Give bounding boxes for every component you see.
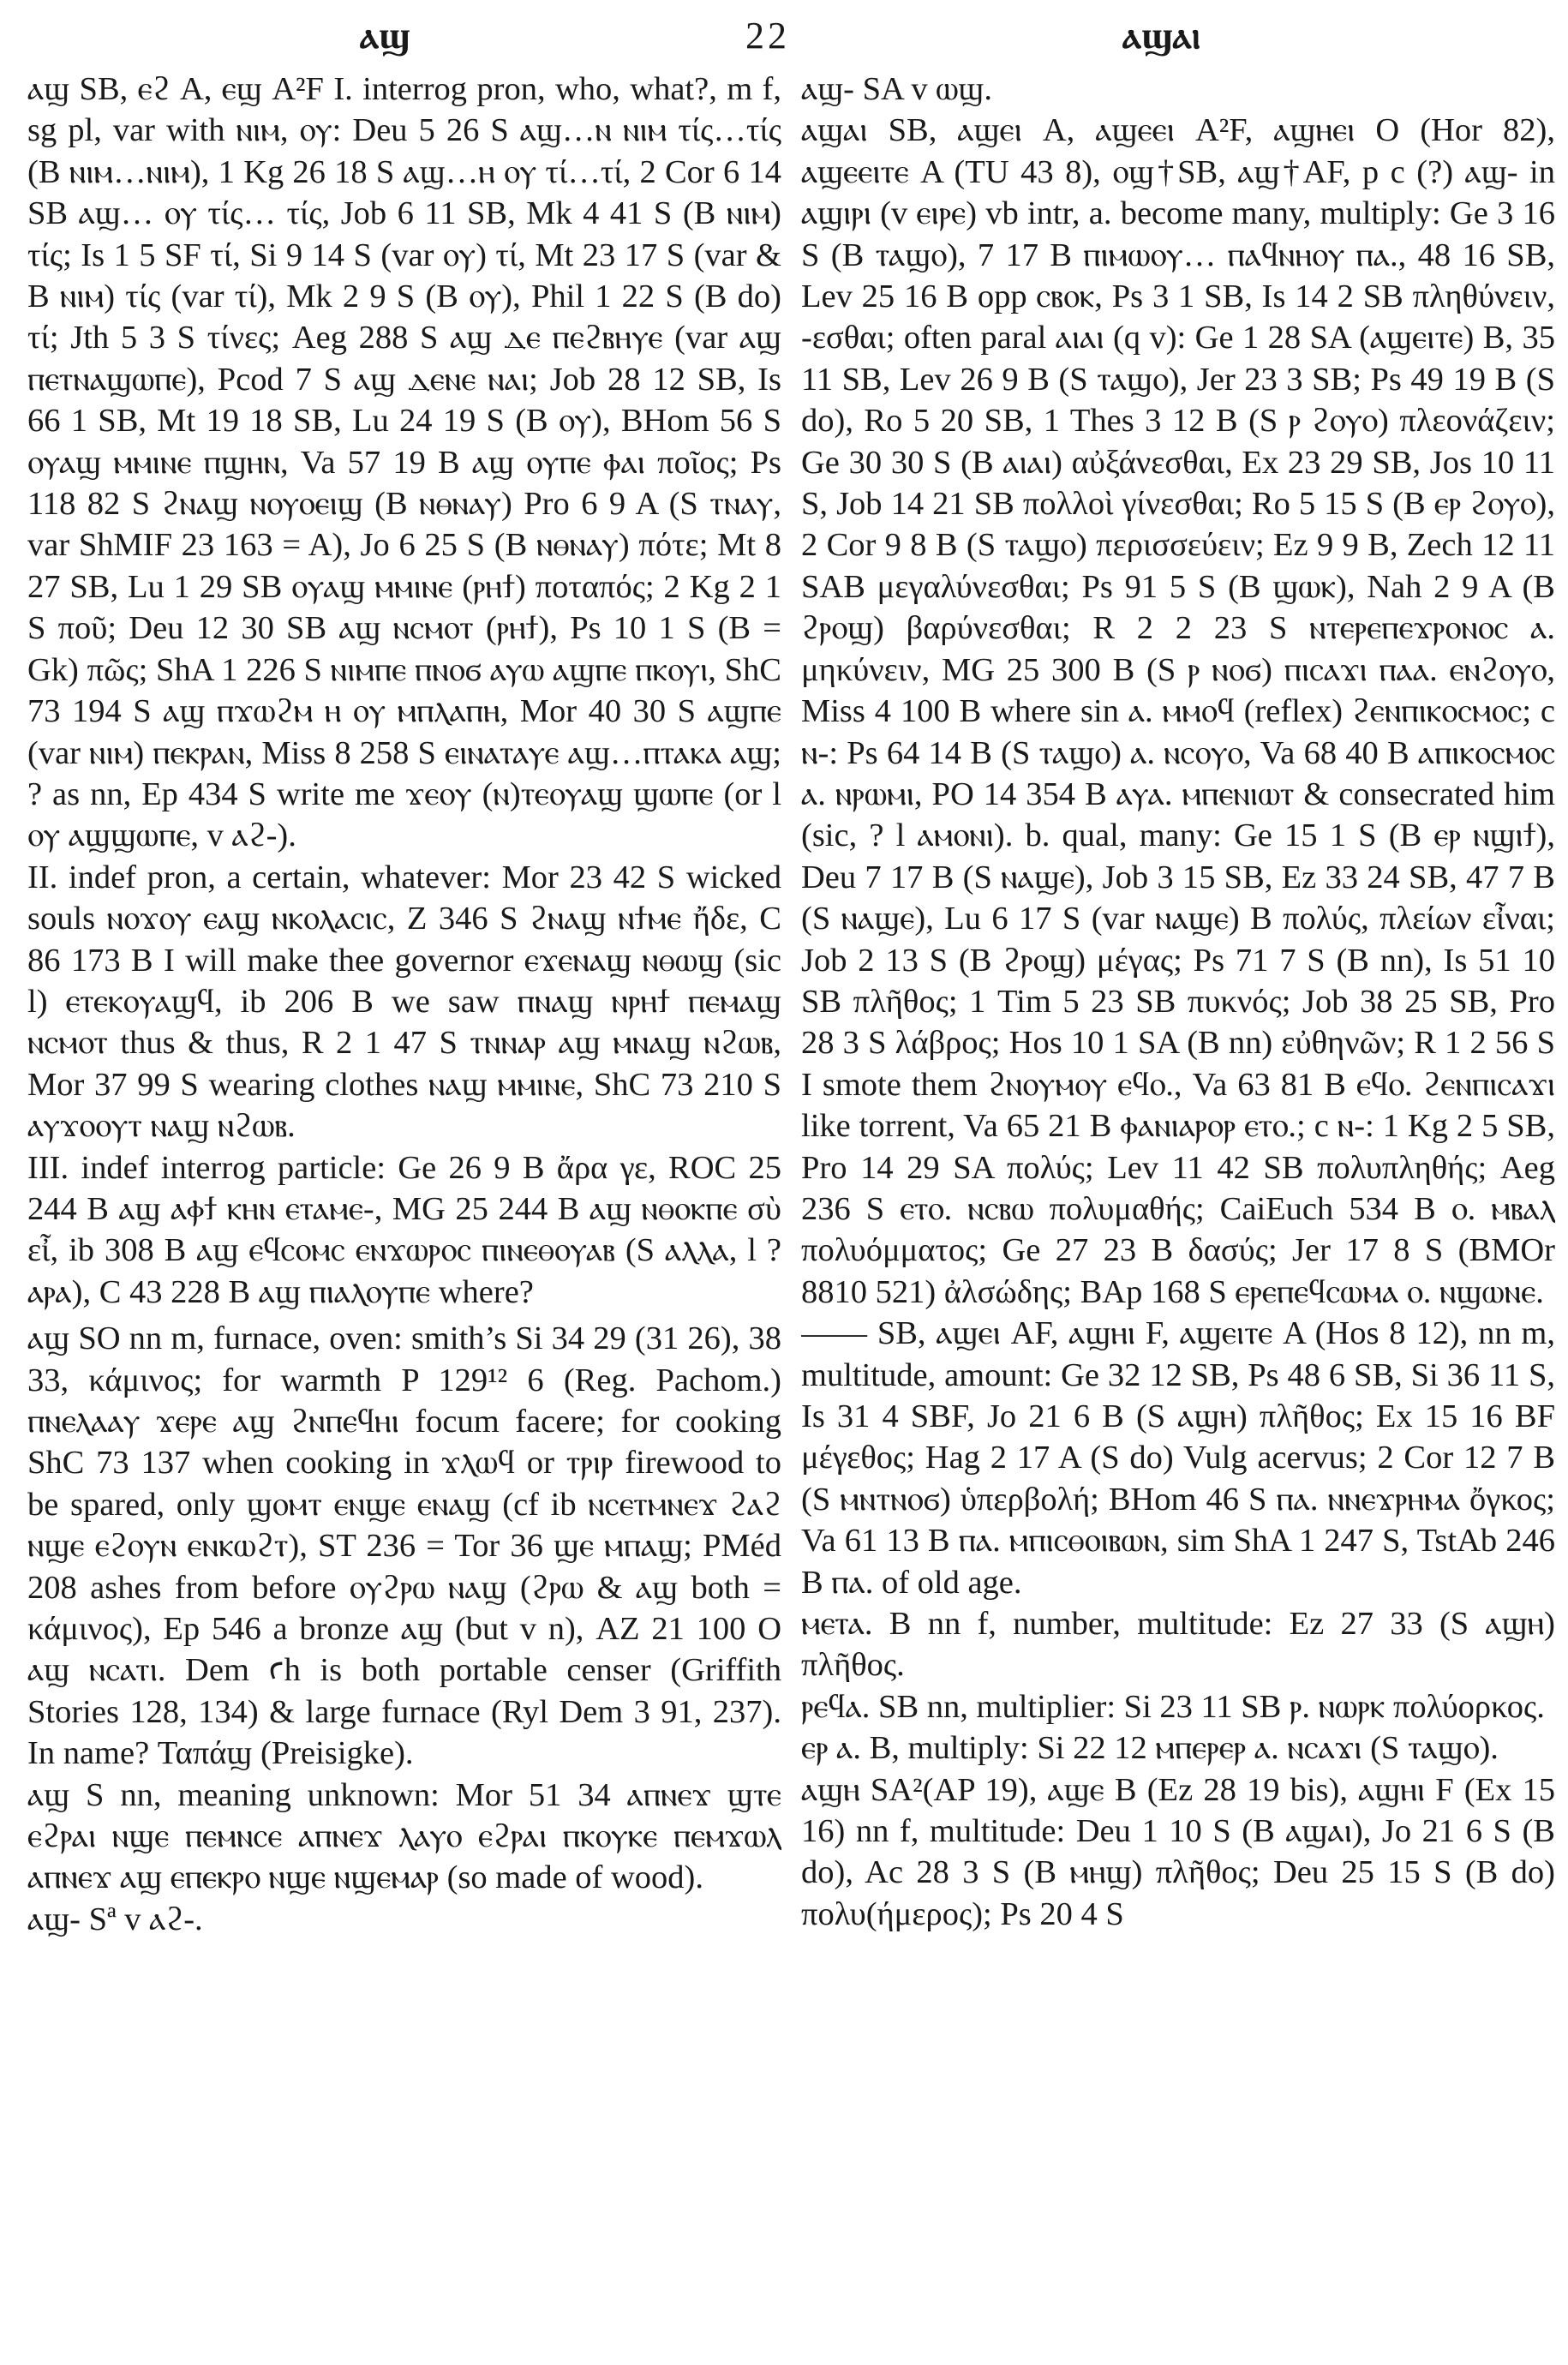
entry-refa: ⲣⲉϥⲁ. SB nn, multiplier: Si 23 11 SB ⲣ. ⲛⲱⲣⲕ πολύορκος. (801, 1688, 1545, 1725)
header-right-headword: ⲁϣⲁⲓ (1122, 15, 1201, 57)
entry-ash-unknown: ⲁϣ S nn, meaning unknown: Mor 51 34 ⲁⲡⲛⲉϫ ϣⲧⲉ ⲉϩⲣⲁⲓ ⲛϣⲉ ⲡⲉⲙⲛⲥⲉ ⲁⲡⲛⲉϫ ⲗⲁⲩⲟ ⲉϩⲣⲁⲓ ⲡⲕⲟⲩⲕⲉ ⲡⲉⲙϫⲱⲗ ⲁⲡⲛⲉϫ ⲁϣ ⲉⲡⲉⲕⲣⲟ ⲛϣⲉ ⲛϣⲉⲙⲁⲣ (so made of wood). (27, 1776, 781, 1896)
entry-ash-furnace: ⲁϣ SO nn m, furnace, oven: smith’s Si 34 29 (31 26), 38 33, κάμινος; for warmth P 129¹² 6 (Reg. Pachom.) ⲡⲛⲉⲗⲁⲁⲩ ϫⲉⲣⲉ ⲁϣ ϩⲛⲡⲉϥⲏⲓ focum facere; for cooking ShC 73 137 when cooking in ϫⲗⲱϥ or ⲧⲣⲓⲣ firewood to be spared, only ϣⲟⲙⲧ ⲉⲛϣⲉ ⲉⲛⲁϣ (cf ib ⲛⲥⲉⲧⲙⲛⲉϫ ϩⲁϩ ⲛϣⲉ ⲉϩⲟⲩⲛ ⲉⲛⲕⲱϩⲧ), ST 236 = Tor 36 ϣⲉ ⲙⲡⲁϣ; PMéd 208 ashes from before ⲟⲩϩⲣⲱ ⲛⲁϣ (ϩⲣⲱ & ⲁϣ both = κάμινος), Ep 546 a bronze ⲁϣ (but v n), AZ 21 100 O ⲁϣ ⲛⲥⲁⲧⲓ. Dem ꜥh is both portable censer (Griffith Stories 128, 134) & large furnace (Ryl Dem 3 91, 237). In name? Ταπάϣ (Preisigke). (27, 1320, 781, 1772)
right-column (801, 69, 1555, 2348)
entry-ash-indefinite: II. indef pron, a certain, whatever: Mor 23 42 S wicked souls ⲛⲟϫⲟⲩ ⲉⲁϣ ⲛⲕⲟⲗⲁⲥⲓⲥ, Z 346 S ϩⲛⲁϣ ⲛϯⲙⲉ ἤδε, C 86 173 B I will make thee governor ⲉϫⲉⲛⲁϣ ⲛⲑⲱϣ (sic l) ⲉⲧⲉⲕⲟⲩⲁϣϥ, ib 206 B we saw ⲡⲛⲁϣ ⲛⲣⲏϯ ⲡⲉⲙⲁϣ ⲛⲥⲙⲟⲧ thus & thus, R 2 1 47 S ⲧⲛⲛⲁⲣ ⲁϣ ⲙⲛⲁϣ ⲛϩⲱⲃ, Mor 37 99 S wearing clothes ⲛⲁϣ ⲙⲙⲓⲛⲉ, ShC 73 210 S ⲁⲩϫⲟⲟⲩⲧ ⲛⲁϣ ⲛϩⲱⲃ. (27, 859, 781, 1145)
entry-ash-prefix: ⲁϣ- Sª v ⲁϩ-. (27, 1901, 203, 1937)
entry-ashai-noun: —— SB, ⲁϣⲉⲓ AF, ⲁϣⲏⲓ F, ⲁϣⲉⲓⲧⲉ A (Hos 8 12), nn m, multitude, amount: Ge 32 12 SB, Ps 48 6 SB, Si 36 11 S, Is 31 4 SBF, Jo 21 6 B (S ⲁϣⲏ) πλῆθος; Ex 15 16 BF μέγεθος; Hag 2 17 A (S do) Vulg acervus; 2 Cor 12 7 B (S ⲙⲛⲧⲛⲟϭ) ὑπερβολή; BHom 46 S ⲡⲁ. ⲛⲛⲉϫⲣⲏⲙⲁ ὄγκος; Va 61 13 B ⲡⲁ. ⲙⲡⲓⲥⲑⲟⲓⲃⲱⲛ, sim ShA 1 247 S, TstAb 246 B ⲡⲁ. of old age. (801, 1315, 1555, 1601)
entry-ashe: ⲁϣⲏ SA²(AP 19), ⲁϣⲉ B (Ez 28 19 bis), ⲁϣⲏⲓ F (Ex 15 16) nn f, multitude: Deu 1 10 S (B ⲁϣⲁⲓ), Jo 21 6 S (B do), Ac 28 3 S (B ⲙⲏϣ) πλῆθος; Deu 25 15 S (B do) πολυ(ήμερος); Ps 20 4 S (801, 1771, 1555, 1932)
running-header (0, 10, 1568, 62)
entry-ash-interrogative: ⲁϣ SB, ⲉϩ A, ⲉϣ A²F I. interrog pron, who, what?, m f, sg pl, var with ⲛⲓⲙ, ⲟⲩ: Deu 5 26 S ⲁϣ…ⲛ ⲛⲓⲙ τίς…τίς (B ⲛⲓⲙ…ⲛⲓⲙ), 1 Kg 26 18 S ⲁϣ…ⲏ ⲟⲩ τί…τί, 2 Cor 6 14 SB ⲁϣ… ⲟⲩ τίς… τίς, Job 6 11 SB, Mk 4 41 S (B ⲛⲓⲙ) τίς; Is 1 5 SF τί, Si 9 14 S (var ⲟⲩ) τί, Mt 23 17 S (var & B ⲛⲓⲙ) τίς (var τί), Mk 2 9 S (B ⲟⲩ), Phil 1 22 S (B do) τί; Jth 5 3 S τίνες; Aeg 288 S ⲁϣ ⲇⲉ ⲡⲉϩⲃⲏⲩⲉ (var ⲁϣ ⲡⲉⲧⲛⲁϣⲱⲡⲉ), Pcod 7 S ⲁϣ ⲇⲉⲛⲉ ⲛⲁⲓ; Job 28 12 SB, Is 66 1 SB, Mt 19 18 SB, Lu 24 19 S (B ⲟⲩ), BHom 56 S ⲟⲩⲁϣ ⲙⲙⲓⲛⲉ ⲡϣⲏⲛ, Va 57 19 B ⲁϣ ⲟⲩⲡⲉ ⲫⲁⲓ ποῖος; Ps 118 82 S ϩⲛⲁϣ ⲛⲟⲩⲟⲉⲓϣ (B ⲛⲑⲛⲁⲩ) Pro 6 9 A (S ⲧⲛⲁⲩ, var ShMIF 23 163 = A), Jo 6 25 S (B ⲛⲑⲛⲁⲩ) πότε; Mt 8 27 SB, Lu 1 29 SB ⲟⲩⲁϣ ⲙⲙⲓⲛⲉ (ⲣⲏϯ) ποταπός; 2 Kg 2 1 S ποῦ; Deu 12 30 SB ⲁϣ ⲛⲥⲙⲟⲧ (ⲣⲏϯ), Ps 10 1 S (B = Gk) πῶς; ShA 1 226 S ⲛⲓⲙⲡⲉ ⲡⲛⲟϭ ⲁⲩⲱ ⲁϣⲡⲉ ⲡⲕⲟⲩⲓ, ShC 73 194 S ⲁϣ ⲡϫⲱϩⲙ ⲏ ⲟⲩ ⲙⲡⲗⲁⲡⲏ, Mor 40 30 S ⲁϣⲡⲉ (var ⲛⲓⲙ) ⲡⲉⲕⲣⲁⲛ, Miss 8 258 S ⲉⲓⲛⲁⲧⲁⲩⲉ ⲁϣ…ⲡⲧⲁⲕⲁ ⲁϣ; ? as nn, Ep 434 S write me ϫⲉⲟⲩ (ⲛ)ⲧⲉⲟⲩⲁϣ ϣⲱⲡⲉ (or l ⲟⲩ ⲁϣϣⲱⲡⲉ, v ⲁϩ-). (27, 71, 781, 854)
entry-meta: ⲙⲉⲧⲁ. B nn f, number, multitude: Ez 27 33 (S ⲁϣⲏ) πλῆθος. (801, 1606, 1555, 1684)
left-column (27, 69, 781, 2348)
entry-ash-see: ⲁϣ- SA v ⲱϣ. (801, 71, 992, 107)
entry-er-a: ⲉⲣ ⲁ. B, multiply: Si 22 12 ⲙⲡⲉⲣⲉⲣ ⲁ. ⲛⲥⲁϫⲓ (S ⲧⲁϣⲟ). (801, 1730, 1499, 1767)
entry-ash-particle: III. indef interrog particle: Ge 26 9 B ἄρα γε, ROC 25 244 B ⲁϣ ⲁⲫϯ ⲕⲏⲛ ⲉⲧⲁⲙⲉ-, MG 25 244 B ⲁϣ ⲛⲑⲟⲕⲡⲉ σὺ εἶ, ib 308 B ⲁϣ ⲉϥⲥⲟⲙⲥ ⲉⲛϫⲱⲣⲟⲥ ⲡⲓⲛⲉⲑⲟⲩⲁⲃ (S ⲁⲗⲗⲁ, l ? ⲁⲣⲁ), C 43 228 B ⲁϣ ⲡⲓⲁⲗⲟⲩⲡⲉ where? (27, 1149, 781, 1310)
entry-ashai-verb: ⲁϣⲁⲓ SB, ⲁϣⲉⲓ A, ⲁϣⲉⲉⲓ A²F, ⲁϣⲏⲉⲓ O (Hor 82), ⲁϣⲉⲉⲓⲧⲉ A (TU 43 8), ⲟϣ†SB, ⲁϣ†AF, p c (?) ⲁϣ- in ⲁϣⲓⲣⲓ (v ⲉⲓⲣⲉ) vb intr, a. become many, multiply: Ge 3 16 S (B ⲧⲁϣⲟ), 7 17 B ⲡⲓⲙⲱⲟⲩ… ⲡⲁϥⲛⲏⲟⲩ ⲡⲁ., 48 16 SB, Lev 25 16 B opp ⲥⲃⲟⲕ, Ps 3 1 SB, Is 14 2 SB πληθύνειν, -εσθαι; often paral ⲁⲓⲁⲓ (q v): Ge 1 28 SA (ⲁϣⲉⲓⲧⲉ) B, 35 11 SB, Lev 26 9 B (S ⲧⲁϣⲟ), Jer 23 3 SB; Ps 49 19 B (S do), Ro 5 20 SB, 1 Thes 3 12 B (S ⲣ ϩⲟⲩⲟ) πλεονάζειν; Ge 30 30 S (B ⲁⲓⲁⲓ) αὐξάνεσθαι, Ex 23 29 SB, Jos 10 11 S, Job 14 21 SB πολλοὶ γίνεσθαι; Ro 5 15 S (B ⲉⲣ ϩⲟⲩⲟ), 2 Cor 9 8 B (S ⲧⲁϣⲟ) περισσεύειν; Ez 9 9 B, Zech 12 11 SAB μεγαλύνεσθαι; Ps 91 5 S (B ϣⲱⲕ), Nah 2 9 A (B ϩⲣⲟϣ) βαρύνεσθαι; R 2 2 23 S ⲛⲧⲉⲣⲉⲡⲉϫⲣⲟⲛⲟⲥ ⲁ. μηκύνειν, MG 25 300 B (S ⲣ ⲛⲟϭ) ⲡⲓⲥⲁϫⲓ ⲡⲁⲁ. ⲉⲛϩⲟⲩⲟ, Miss 4 100 B where sin ⲁ. ⲙⲙⲟϥ (reflex) ϩⲉⲛⲡⲓⲕⲟⲥⲙⲟⲥ; c ⲛ-: Ps 64 14 B (S ⲧⲁϣⲟ) ⲁ. ⲛⲥⲟⲩⲟ, Va 68 40 B ⲁⲡⲓⲕⲟⲥⲙⲟⲥ ⲁ. ⲛⲣⲱⲙⲓ, PO 14 354 B ⲁⲩⲁ. ⲙⲡⲉⲛⲓⲱⲧ & consecrated him (sic, ? l ⲁⲙⲟⲛⲓ). b. qual, many: Ge 15 1 S (B ⲉⲣ ⲛϣⲓϯ), Deu 7 17 B (S ⲛⲁϣⲉ), Job 3 15 SB, Ez 33 24 SB, 47 7 B (S ⲛⲁϣⲉ), Lu 6 17 S (var ⲛⲁϣⲉ) B πολύς, πλείων εἶναι; Job 2 13 S (B ϩⲣⲟϣ) μέγας; Ps 71 7 S (B nn), Is 51 10 SB πλῆθος; 1 Tim 5 23 SB πυκνός; Job 38 25 SB, Pro 28 3 S λάβρος; Hos 10 1 SA (B nn) εὐθηνῶν; R 1 2 56 S I smote them ϩⲛⲟⲩⲙⲟⲩ ⲉϥⲟ., Va 63 81 B ⲉϥⲟ. ϩⲉⲛⲡⲓⲥⲁϫⲓ like torrent, Va 65 21 B ⲫⲁⲛⲓⲁⲣⲟⲣ ⲉⲧⲟ.; c ⲛ-: 1 Kg 2 5 SB, Pro 14 29 SA πολύς; Lev 11 42 SB πολυπληθής; Aeg 236 S ⲉⲧⲟ. ⲛⲥⲃⲱ πολυμαθής; CaiEuch 534 B ⲟ. ⲙⲃⲁⲗ πολυόμματος; Ge 27 23 B δασύς; Jer 17 8 S (BMOr 8810 521) ἀλσώδης; BAp 168 S ⲉⲣⲉⲡⲉϥⲥⲱⲙⲁ ⲟ. ⲛϣⲱⲛⲉ. (801, 112, 1555, 1310)
header-left-headword: ⲁϣ (360, 15, 410, 57)
page-number: 22 (745, 15, 790, 57)
